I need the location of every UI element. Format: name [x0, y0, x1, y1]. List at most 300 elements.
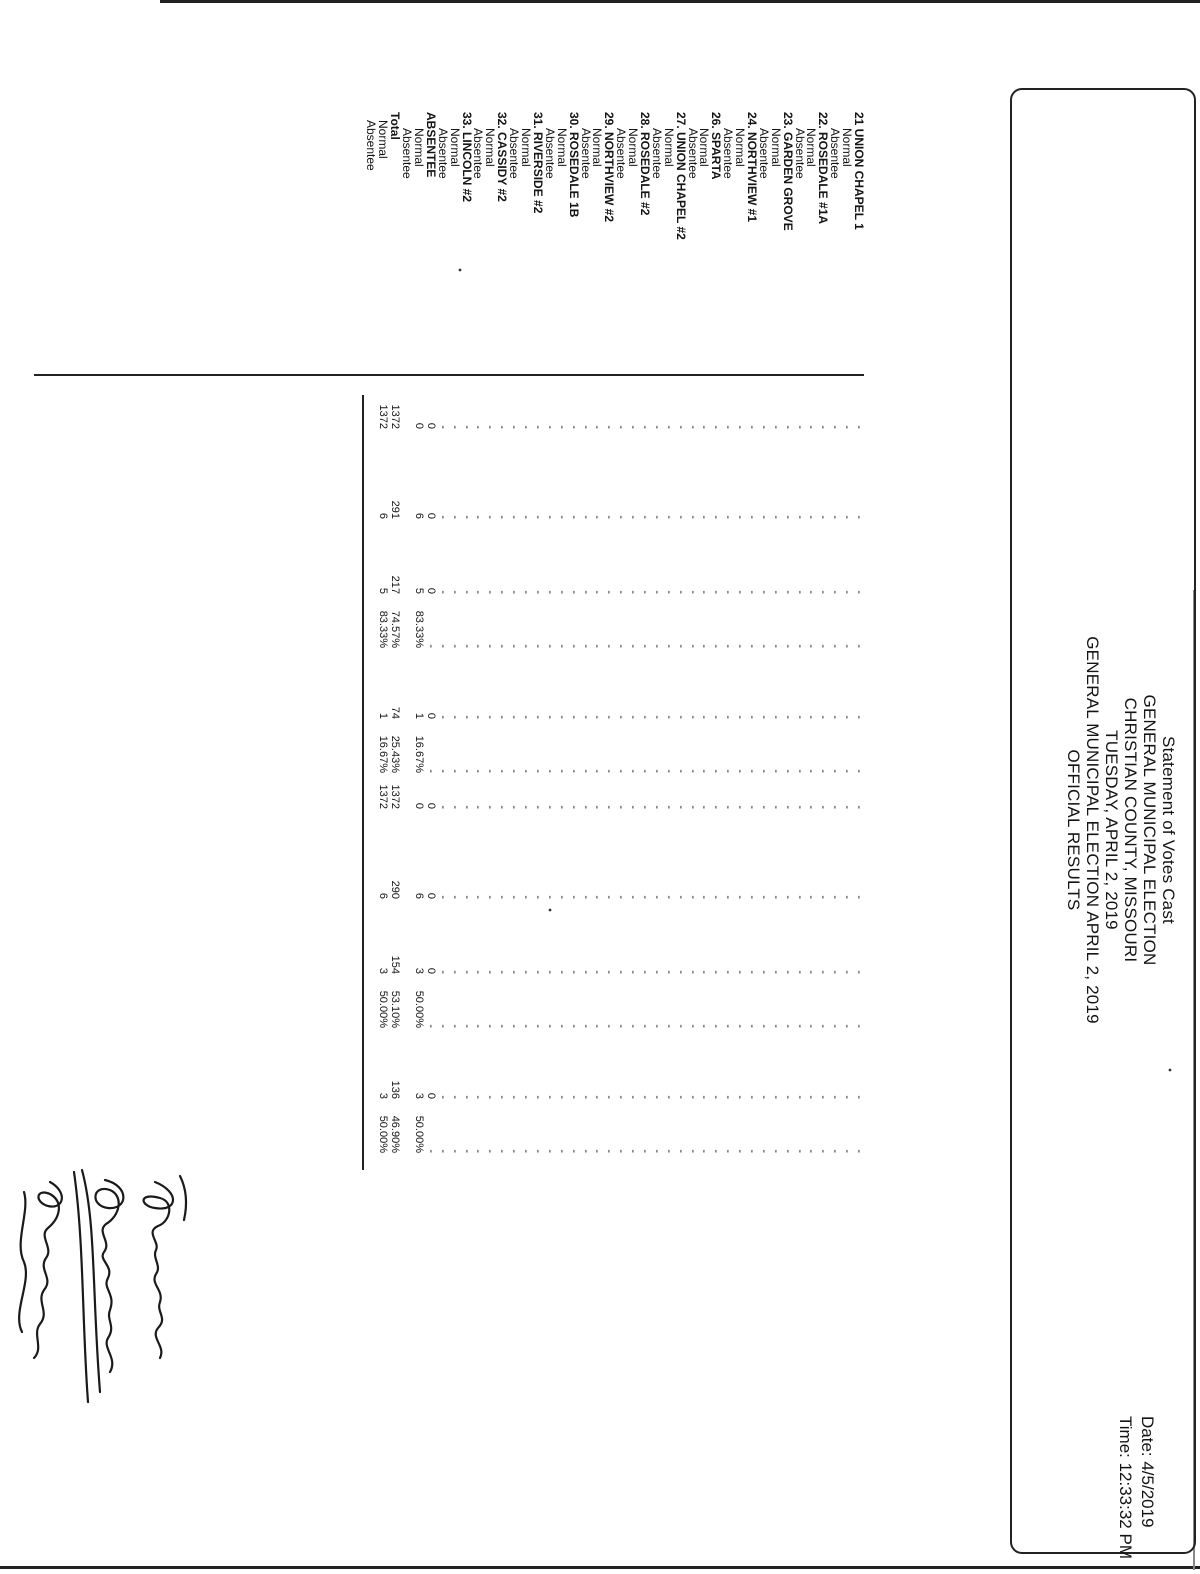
- vote-count: -: [662, 1095, 675, 1099]
- table-cell: [366, 940, 378, 1028]
- vote-count: -: [436, 590, 449, 594]
- vote-percent: -: [579, 1149, 592, 1153]
- vote-count: -: [781, 590, 794, 594]
- sub-row-label: Absentee: [400, 128, 415, 179]
- vote-count: -: [710, 970, 723, 974]
- vote-count: -: [627, 515, 640, 519]
- table-cell: [734, 940, 746, 1028]
- table-cell: [639, 395, 651, 429]
- vote-percent: -: [436, 1024, 449, 1028]
- vote-count: -: [662, 515, 675, 519]
- table-cell: [366, 865, 378, 899]
- table-cell: [782, 395, 794, 429]
- vote-count: -: [817, 515, 830, 519]
- table-cell: [829, 485, 841, 519]
- title-line: Statement of Votes Cast: [1159, 736, 1178, 924]
- vote-count: -: [484, 715, 497, 719]
- precinct-label: ABSENTEE: [423, 112, 438, 178]
- table-cell: [806, 560, 818, 648]
- vote-count: -: [650, 425, 663, 429]
- table-cell: [437, 775, 449, 809]
- vote-count: -: [674, 805, 687, 809]
- table-cell: [663, 940, 675, 1028]
- vote-count: -: [603, 590, 616, 594]
- vote-percent: -: [841, 1149, 854, 1153]
- value-column: [366, 485, 865, 519]
- vote-percent: -: [698, 644, 711, 648]
- table-cell: [401, 940, 413, 1028]
- vote-count: -: [805, 805, 818, 809]
- table-cell: [615, 485, 627, 519]
- vote-count: -: [603, 1095, 616, 1099]
- table-cell: [413, 1065, 425, 1153]
- table-cell: [485, 560, 497, 648]
- vote-percent: -: [817, 1149, 830, 1153]
- table-cell: [556, 685, 568, 773]
- vote-count: -: [769, 715, 782, 719]
- vote-percent: -: [424, 644, 437, 648]
- table-cell: [437, 485, 449, 519]
- vote-percent: -: [531, 769, 544, 773]
- table-cell: [651, 560, 663, 648]
- vote-count: -: [615, 970, 628, 974]
- vote-count: -: [853, 1095, 865, 1099]
- sub-row-label: Normal: [554, 128, 569, 167]
- table-cell: [639, 865, 651, 899]
- vote-percent: -: [508, 1024, 521, 1028]
- vote-count: -: [650, 805, 663, 809]
- vote-count: -: [520, 805, 533, 809]
- sub-row-label: Normal: [519, 128, 534, 167]
- sub-row-label: Absentee: [578, 128, 593, 179]
- vote-count: -: [496, 425, 509, 429]
- vote-count: -: [662, 970, 675, 974]
- vote-count: -: [722, 715, 735, 719]
- vote-count: -: [817, 1095, 830, 1099]
- report-date: Date: 4/5/2019: [1138, 1416, 1157, 1528]
- vote-count: -: [734, 515, 747, 519]
- precinct-label: Total: [388, 112, 403, 140]
- vote-count: -: [543, 970, 556, 974]
- vote-count: -: [638, 805, 651, 809]
- vote-count: -: [745, 895, 758, 899]
- table-cell: [520, 1065, 532, 1153]
- vote-count: -: [662, 590, 675, 594]
- vote-count: -: [460, 895, 473, 899]
- vote-count: -: [817, 590, 830, 594]
- vote-count: -: [829, 425, 842, 429]
- vote-percent: -: [591, 644, 604, 648]
- table-cell: [568, 485, 580, 519]
- table-cell: [615, 685, 627, 773]
- table-cell: [710, 940, 722, 1028]
- vote-count: -: [841, 970, 854, 974]
- table-cell: [568, 685, 580, 773]
- vote-percent: -: [567, 644, 580, 648]
- table-cell: [366, 560, 378, 648]
- table-cell: [532, 485, 544, 519]
- sub-row-label: Absentee: [649, 128, 664, 179]
- vote-count: -: [531, 590, 544, 594]
- value-column: [366, 1065, 865, 1153]
- precinct-label: 27. UNION CHAPEL #2: [673, 112, 688, 240]
- table-cell: [675, 775, 687, 809]
- table-cell: [580, 685, 592, 773]
- vote-count: -: [460, 805, 473, 809]
- table-cell: [794, 485, 806, 519]
- table-cell: [699, 940, 711, 1028]
- table-cell: [366, 395, 378, 429]
- table-cell: [615, 775, 627, 809]
- table-cell: [746, 775, 758, 809]
- value-column: [366, 865, 865, 899]
- table-cell: [592, 1065, 604, 1153]
- table-cell: [817, 560, 829, 648]
- table-cell: [782, 485, 794, 519]
- vote-count: -: [757, 425, 770, 429]
- vote-count: -: [615, 715, 628, 719]
- vote-count: -: [555, 1095, 568, 1099]
- vote-count: -: [555, 970, 568, 974]
- precinct-label: 30. ROSEDALE 1B: [566, 112, 581, 218]
- vote-count: -: [805, 590, 818, 594]
- vote-count: -: [436, 1095, 449, 1099]
- table-cell: [829, 940, 841, 1028]
- vote-count: -: [638, 590, 651, 594]
- table-cell: [485, 685, 497, 773]
- table-cell: [377, 685, 389, 773]
- table-cell: [770, 685, 782, 773]
- vote-percent: -: [627, 769, 640, 773]
- vote-percent: -: [496, 1149, 509, 1153]
- vote-count: -: [496, 515, 509, 519]
- table-cell: [556, 395, 568, 429]
- vote-percent: -: [734, 1024, 747, 1028]
- vote-count: -: [603, 515, 616, 519]
- vote-count: -: [638, 1095, 651, 1099]
- vote-count: -: [508, 715, 521, 719]
- vote-percent: -: [638, 644, 651, 648]
- vote-percent: -: [496, 769, 509, 773]
- vote-count: 0: [424, 802, 437, 809]
- vote-count: -: [567, 1095, 580, 1099]
- vote-percent: -: [555, 1149, 568, 1153]
- table-cell: [734, 775, 746, 809]
- table-cell: [520, 685, 532, 773]
- vote-count: -: [829, 805, 842, 809]
- value-column: [366, 395, 865, 429]
- vote-percent: -: [531, 1149, 544, 1153]
- table-cell: [496, 1065, 508, 1153]
- table-cell: [710, 560, 722, 648]
- table-cell: [687, 940, 699, 1028]
- vote-count: -: [841, 715, 854, 719]
- table-cell: [461, 1065, 473, 1153]
- vote-count: -: [543, 515, 556, 519]
- table-cell: [663, 485, 675, 519]
- vote-count: -: [698, 515, 711, 519]
- table-cell: [699, 775, 711, 809]
- vote-count: -: [674, 515, 687, 519]
- vote-count: -: [531, 715, 544, 719]
- vote-count: -: [722, 590, 735, 594]
- title-line: TUESDAY, APRIL 2, 2019: [1102, 730, 1121, 930]
- table-cell: [853, 865, 865, 899]
- vote-count: -: [734, 1095, 747, 1099]
- sub-row-label: Absentee: [721, 128, 736, 179]
- vote-count: 3: [377, 967, 390, 974]
- vote-count: -: [841, 895, 854, 899]
- vote-count: -: [805, 425, 818, 429]
- vote-count: -: [567, 590, 580, 594]
- vote-percent: -: [817, 644, 830, 648]
- table-cell: [794, 775, 806, 809]
- vote-count: -: [615, 895, 628, 899]
- table-cell: [829, 865, 841, 899]
- vote-count: -: [436, 715, 449, 719]
- table-cell: [449, 940, 461, 1028]
- vote-count: -: [841, 805, 854, 809]
- vote-count: -: [793, 970, 806, 974]
- sub-row-label: Normal: [590, 128, 605, 167]
- vote-count: -: [853, 590, 865, 594]
- table-cell: [377, 775, 389, 809]
- vote-percent: -: [531, 1024, 544, 1028]
- table-cell: [520, 775, 532, 809]
- table-cell: [829, 560, 841, 648]
- vote-count: -: [436, 515, 449, 519]
- vote-count: -: [496, 590, 509, 594]
- vote-percent: -: [686, 1024, 699, 1028]
- vote-percent: -: [710, 769, 723, 773]
- table-cell: [841, 485, 853, 519]
- vote-count: 1372: [377, 784, 390, 809]
- vote-count: -: [567, 895, 580, 899]
- vote-percent: -: [841, 1024, 854, 1028]
- vote-percent: -: [722, 769, 735, 773]
- table-cell: [544, 1065, 556, 1153]
- table-cell: [651, 685, 663, 773]
- table-cell: [401, 1065, 413, 1153]
- vote-count: -: [460, 590, 473, 594]
- vote-percent: -: [638, 1149, 651, 1153]
- table-cell: [449, 485, 461, 519]
- vote-count: -: [627, 970, 640, 974]
- vote-count: -: [603, 805, 616, 809]
- table-cell: [461, 560, 473, 648]
- table-cell: [389, 1065, 401, 1153]
- vote-count: -: [769, 970, 782, 974]
- vote-count: -: [757, 805, 770, 809]
- vote-count: -: [638, 895, 651, 899]
- table-cell: [710, 395, 722, 429]
- table-cell: [615, 560, 627, 648]
- vote-count: 3: [413, 967, 426, 974]
- vote-count: -: [436, 895, 449, 899]
- vote-percent: -: [781, 644, 794, 648]
- vote-percent: -: [579, 1024, 592, 1028]
- vote-count: -: [698, 590, 711, 594]
- stray-mark: [540, 900, 560, 920]
- vote-count: -: [745, 715, 758, 719]
- vote-percent: -: [591, 1149, 604, 1153]
- table-cell: [413, 395, 425, 429]
- vote-count: -: [722, 1095, 735, 1099]
- vote-count: -: [567, 425, 580, 429]
- table-cell: [829, 395, 841, 429]
- vote-percent: -: [508, 644, 521, 648]
- table-cell: [710, 1065, 722, 1153]
- table-cell: [770, 485, 782, 519]
- table-cell: [377, 395, 389, 429]
- vote-count: -: [603, 425, 616, 429]
- table-cell: [853, 395, 865, 429]
- vote-count: -: [460, 1095, 473, 1099]
- value-column: [366, 940, 865, 1028]
- vote-count: -: [496, 895, 509, 899]
- vote-percent: -: [829, 1024, 842, 1028]
- table-cell: [817, 865, 829, 899]
- table-cell: [746, 865, 758, 899]
- vote-count: -: [591, 425, 604, 429]
- vote-percent: -: [662, 769, 675, 773]
- vote-percent: -: [674, 1024, 687, 1028]
- table-cell: [758, 685, 770, 773]
- sub-row-label: Absentee: [756, 128, 771, 179]
- vote-percent: -: [841, 644, 854, 648]
- vote-count: -: [757, 970, 770, 974]
- vote-count: -: [615, 515, 628, 519]
- vote-count: -: [579, 590, 592, 594]
- table-cell: [377, 560, 389, 648]
- table-cell: [675, 940, 687, 1028]
- vote-count: -: [436, 805, 449, 809]
- vote-percent: -: [650, 1149, 663, 1153]
- table-cell: [461, 395, 473, 429]
- table-cell: [722, 560, 734, 648]
- table-cell: [770, 940, 782, 1028]
- vote-percent: -: [543, 644, 556, 648]
- vote-count: 0: [424, 587, 437, 594]
- table-cell: [651, 1065, 663, 1153]
- title-line: OFFICIAL RESULTS: [1064, 749, 1083, 911]
- vote-percent: -: [853, 1149, 865, 1153]
- vote-count: -: [734, 970, 747, 974]
- vote-count: -: [591, 590, 604, 594]
- vote-percent: -: [579, 644, 592, 648]
- sub-row-label: Absentee: [685, 128, 700, 179]
- vote-percent: 50.00%: [413, 990, 426, 1028]
- vote-count: 217: [389, 575, 402, 594]
- vote-count: -: [745, 1095, 758, 1099]
- vote-count: -: [531, 515, 544, 519]
- precinct-label: 29. NORTHVIEW #2: [602, 112, 617, 223]
- table-cell: [449, 560, 461, 648]
- table-cell: [687, 1065, 699, 1153]
- vote-percent: -: [662, 1024, 675, 1028]
- vote-percent: -: [793, 1024, 806, 1028]
- table-cell: [401, 395, 413, 429]
- table-cell: [627, 485, 639, 519]
- precinct-labels-column: [366, 112, 865, 382]
- vote-percent: 83.33%: [413, 610, 426, 648]
- vote-percent: -: [615, 1024, 628, 1028]
- table-cell: [829, 775, 841, 809]
- table-cell: [746, 1065, 758, 1153]
- table-cell: [425, 775, 437, 809]
- table-cell: [592, 485, 604, 519]
- vote-count: -: [757, 895, 770, 899]
- vote-count: -: [674, 590, 687, 594]
- vote-percent: -: [484, 1149, 497, 1153]
- vote-count: -: [627, 895, 640, 899]
- vote-percent: -: [448, 1024, 461, 1028]
- vote-count: -: [769, 515, 782, 519]
- vote-count: -: [579, 715, 592, 719]
- table-cell: [473, 940, 485, 1028]
- table-cell: [461, 775, 473, 809]
- vote-count: -: [745, 805, 758, 809]
- table-cell: [401, 485, 413, 519]
- table-cell: [841, 775, 853, 809]
- vote-percent: -: [769, 644, 782, 648]
- table-cell: [556, 940, 568, 1028]
- table-cell: [841, 1065, 853, 1153]
- table-cell: [508, 940, 520, 1028]
- vote-percent: -: [650, 1024, 663, 1028]
- vote-count: -: [769, 1095, 782, 1099]
- table-cell: [603, 395, 615, 429]
- vote-count: -: [520, 970, 533, 974]
- vote-count: -: [591, 970, 604, 974]
- table-cell: [366, 1065, 378, 1153]
- vote-count: -: [722, 895, 735, 899]
- vote-count: -: [757, 515, 770, 519]
- vote-percent: -: [448, 644, 461, 648]
- vote-count: -: [829, 515, 842, 519]
- vote-count: -: [627, 715, 640, 719]
- vote-count: -: [543, 1095, 556, 1099]
- vote-count: -: [472, 590, 485, 594]
- table-cell: [485, 865, 497, 899]
- table-cell: [544, 865, 556, 899]
- table-cell: [722, 685, 734, 773]
- vote-percent: -: [579, 769, 592, 773]
- vote-count: 3: [413, 1092, 426, 1099]
- vote-count: 1372: [377, 404, 390, 429]
- vote-count: -: [793, 590, 806, 594]
- vote-percent: -: [520, 1149, 533, 1153]
- table-cell: [639, 485, 651, 519]
- vote-count: -: [710, 805, 723, 809]
- table-cell: [366, 485, 378, 519]
- stray-mark: [450, 260, 470, 280]
- vote-percent: -: [841, 769, 854, 773]
- table-cell: [675, 395, 687, 429]
- table-cell: [473, 560, 485, 648]
- table-cell: [722, 485, 734, 519]
- vote-count: -: [543, 715, 556, 719]
- table-cell: [496, 395, 508, 429]
- vote-percent: 25.43%: [389, 735, 402, 773]
- table-cell: [389, 395, 401, 429]
- vote-percent: -: [745, 1149, 758, 1153]
- table-cell: [508, 395, 520, 429]
- vote-count: -: [508, 970, 521, 974]
- vote-count: 1372: [389, 404, 402, 429]
- vote-count: -: [603, 970, 616, 974]
- table-cell: [794, 865, 806, 899]
